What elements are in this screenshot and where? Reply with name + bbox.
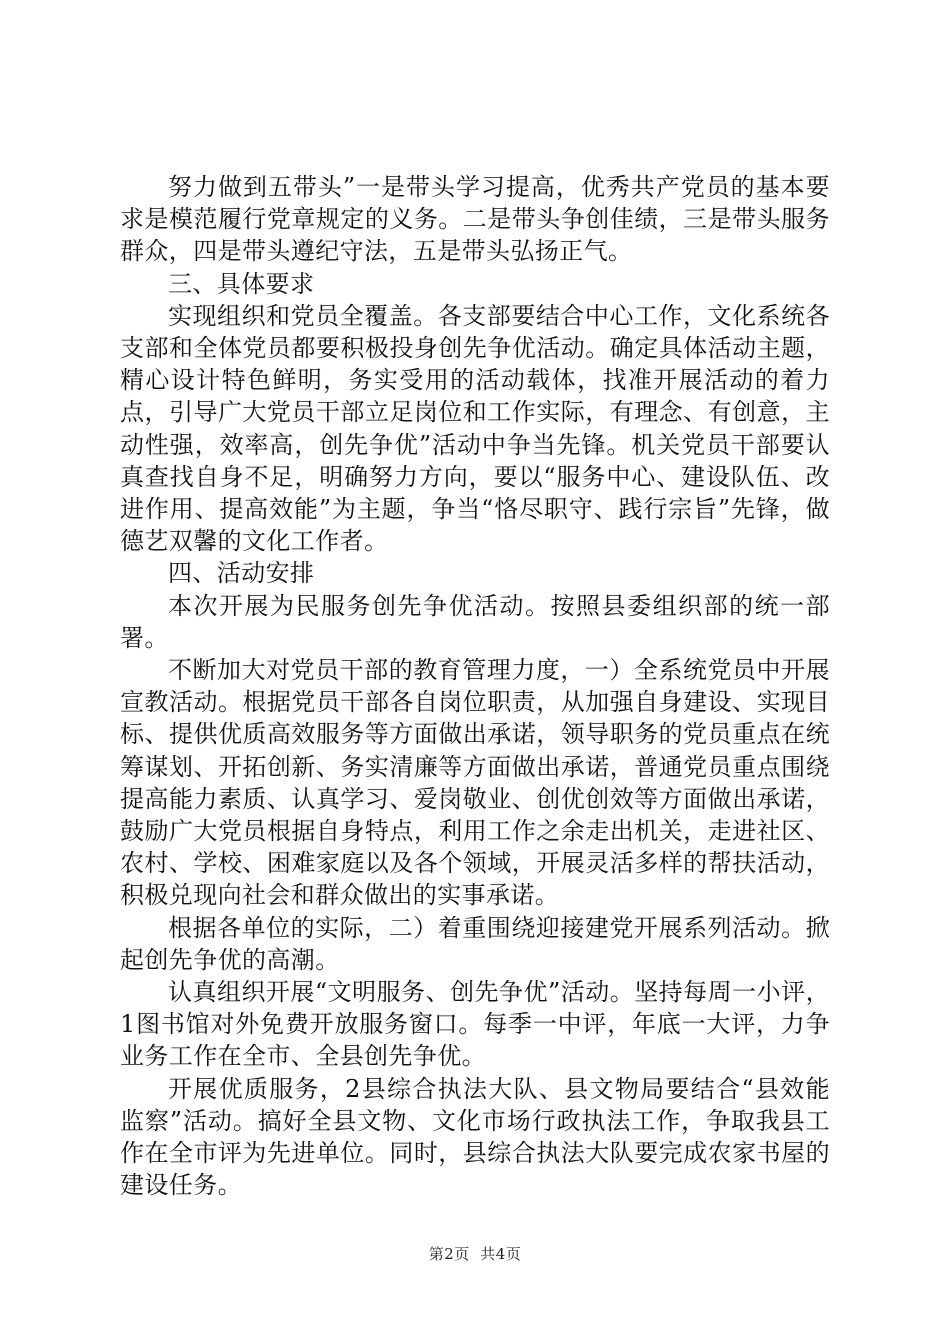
paragraph: 根据各单位的实际，二）着重围绕迎接建党开展系列活动。掀起创先争优的高潮。 — [120, 913, 830, 974]
paragraph: 认真组织开展“文明服务、创先争优”活动。坚持每周一小评，1图书馆对外免费开放服务窗口。每季一中评，年底一大评，力争业务工作在全市、全县创先争优。 — [120, 978, 830, 1071]
paragraph: 实现组织和党员全覆盖。各支部要结合中心工作，文化系统各支部和全体党员都要积极投身创先争优活动。确定具体活动主题，精心设计特色鲜明，务实受用的活动载体，找准开展活动的着力点，引导广大党员干部立足岗位和工作实际，有理念、有创意，主动性强，效率高，创先争优”活动中争当先锋。机关党员干部要认真查找自身不足，明确努力方向，要以“服务中心、建设队伍、改进作用、提高效能”为主题，争当“恪尽职守、践行宗旨”先锋，做德艺双馨的文化工作者。 — [120, 301, 830, 556]
paragraph: 本次开展为民服务创先争优活动。按照县委组织部的统一部署。 — [120, 591, 830, 652]
page-footer — [0, 1243, 950, 1264]
document-body — [120, 171, 830, 1202]
section-heading: 三、具体要求 — [168, 269, 315, 298]
page-number: 第2页 共4页 — [428, 1245, 522, 1263]
paragraph: 不断加大对党员干部的教育管理力度，一）全系统党员中开展宣教活动。根据党员干部各自岗位职责，从加强自身建设、实现目标、提供优质高效服务等方面做出承诺，领导职务的党员重点在统筹谋划、开拓创新、务实清廉等方面做出承诺，普通党员重点围绕提高能力素质、认真学习、爱岗敬业、创优创效等方面做出承诺，鼓励广大党员根据自身特点，利用工作之余走出机关，走进社区、农村、学校、困难家庭以及各个领域，开展灵活多样的帮扶活动，积极兑现向社会和群众做出的实事承诺。 — [120, 656, 830, 910]
paragraph: 开展优质服务，2县综合执法大队、县文物局要结合“县效能监察”活动。搞好全县文物、文化市场行政执法工作，争取我县工作在全市评为先进单位。同时，县综合执法大队要完成农家书屋的建设任务。 — [120, 1074, 830, 1200]
paragraph: 努力做到五带头”一是带头学习提高，优秀共产党员的基本要求是模范履行党章规定的义务。二是带头争创佳绩，三是带头服务群众，四是带头遵纪守法，五是带头弘扬正气。 — [120, 173, 830, 266]
section-heading: 四、活动安排 — [168, 559, 315, 588]
